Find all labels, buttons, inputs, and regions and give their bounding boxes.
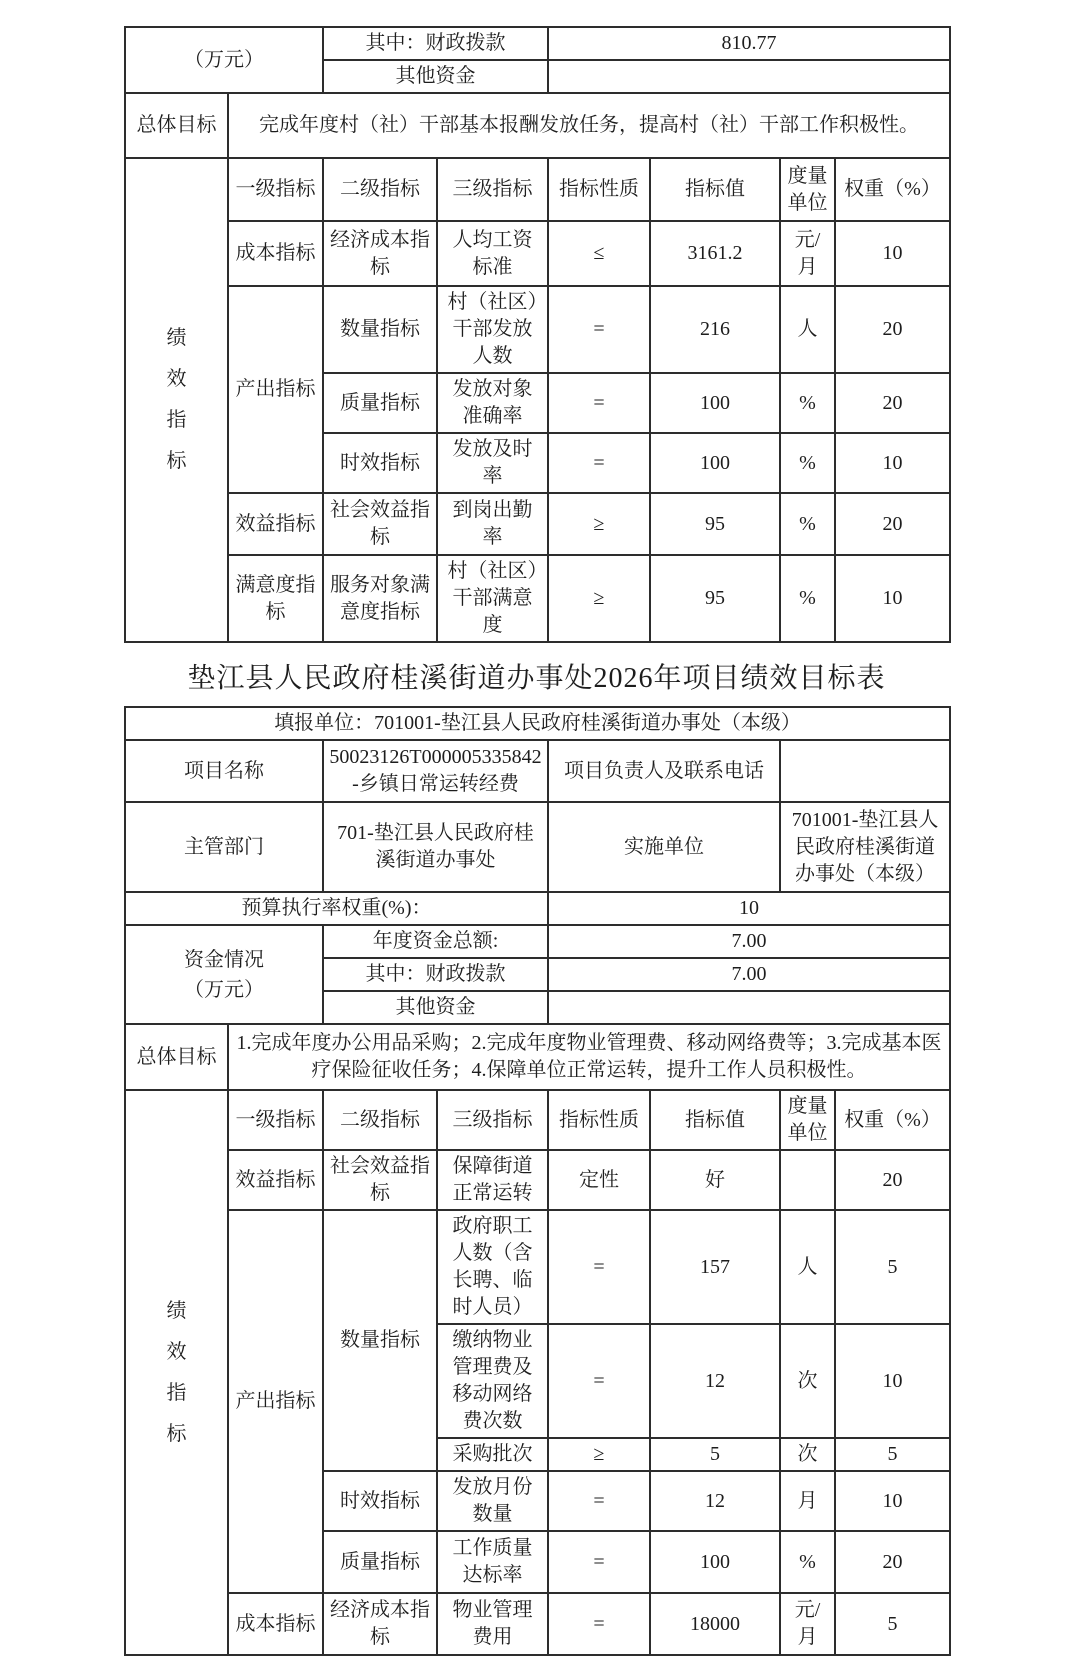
indicator-level3: 物业管理费用	[437, 1593, 548, 1655]
perf-section-vertical-text: 绩效指标	[166, 327, 187, 472]
header-unit: 度量单位	[780, 158, 835, 221]
indicator-value: 3161.2	[650, 221, 780, 286]
fund-label-line1: 资金情况	[184, 948, 264, 971]
indicator-level2: 服务对象满意度指标	[323, 555, 437, 642]
indicator-unit: %	[780, 1531, 835, 1593]
indicator-level3: 村（社区）干部发放人数	[437, 286, 548, 373]
document-page	[124, 0, 949, 1656]
indicator-unit: 人	[780, 286, 835, 373]
indicator-level1: 满意度指标	[228, 555, 323, 642]
dept-label: 主管部门	[125, 802, 323, 892]
indicator-value: 100	[650, 1531, 780, 1593]
indicator-level1: 产出指标	[228, 286, 323, 493]
indicator-unit: %	[780, 555, 835, 642]
indicator-level3: 政府职工人数（含长聘、临时人员）	[437, 1210, 548, 1324]
project-table-2026	[124, 706, 951, 1656]
indicator-level3: 工作质量达标率	[437, 1531, 548, 1593]
page-title: 垫江县人民政府桂溪街道办事处2026年项目绩效目标表	[187, 663, 886, 694]
indicator-unit: 次	[780, 1438, 835, 1471]
indicator-nature: =	[548, 433, 650, 493]
indicator-unit: 元/月	[780, 221, 835, 286]
indicator-level1: 效益指标	[228, 1150, 323, 1210]
indicator-nature: =	[548, 1531, 650, 1593]
indicator-value: 100	[650, 373, 780, 433]
fund-other-label: 其他资金	[323, 60, 548, 93]
indicator-value: 95	[650, 555, 780, 642]
overall-goal-label: 总体目标	[125, 93, 228, 158]
overall-goal-text: 1.完成年度办公用品采购；2.完成年度物业管理费、移动网络费等；3.完成基本医疗保险征收任务；4.保障单位正常运转，提升工作人员积极性。	[228, 1024, 950, 1090]
prev-project-table-tail	[124, 26, 951, 643]
indicator-level2: 社会效益指标	[323, 1150, 437, 1210]
project-manager-value	[780, 740, 950, 802]
overall-goal-label: 总体目标	[125, 1024, 228, 1090]
indicator-unit: 元/月	[780, 1593, 835, 1655]
fund-total-label: 年度资金总额:	[323, 925, 548, 958]
indicator-weight: 5	[835, 1210, 950, 1324]
table-row	[125, 1210, 950, 1324]
indicator-weight: 20	[835, 373, 950, 433]
indicator-level2: 质量指标	[323, 1531, 437, 1593]
indicator-value: 18000	[650, 1593, 780, 1655]
budget-rate-value: 10	[548, 892, 950, 925]
fund-fiscal-value: 810.77	[548, 27, 950, 60]
perf-section-label	[125, 158, 228, 642]
indicator-value: 好	[650, 1150, 780, 1210]
project-name-label: 项目名称	[125, 740, 323, 802]
indicator-level2: 数量指标	[323, 1210, 437, 1471]
indicator-value: 95	[650, 493, 780, 555]
indicator-value: 100	[650, 433, 780, 493]
dept-value: 701-垫江县人民政府桂溪街道办事处	[323, 802, 548, 892]
indicator-nature: ≥	[548, 555, 650, 642]
indicator-nature: ≤	[548, 221, 650, 286]
indicator-level2: 时效指标	[323, 433, 437, 493]
header-nature: 指标性质	[548, 158, 650, 221]
header-level2: 二级指标	[323, 158, 437, 221]
indicator-weight: 10	[835, 221, 950, 286]
indicator-nature: =	[548, 286, 650, 373]
indicator-value: 157	[650, 1210, 780, 1324]
indicator-unit: %	[780, 493, 835, 555]
indicator-level1: 产出指标	[228, 1210, 323, 1593]
indicator-nature: =	[548, 1471, 650, 1531]
impl-unit-value: 701001-垫江县人民政府桂溪街道办事处（本级）	[780, 802, 950, 892]
indicator-weight: 20	[835, 1531, 950, 1593]
header-unit: 度量单位	[780, 1090, 835, 1150]
indicator-unit: %	[780, 433, 835, 493]
header-level1: 一级指标	[228, 158, 323, 221]
indicator-level1: 成本指标	[228, 1593, 323, 1655]
fund-unit-partial-label: （万元）	[125, 27, 323, 93]
fund-other-label: 其他资金	[323, 991, 548, 1024]
indicator-level3: 发放对象准确率	[437, 373, 548, 433]
indicator-weight: 10	[835, 1471, 950, 1531]
indicator-nature: =	[548, 1210, 650, 1324]
indicator-level3: 到岗出勤率	[437, 493, 548, 555]
fund-label-line2: （万元）	[184, 978, 264, 1001]
header-level3: 三级指标	[437, 1090, 548, 1150]
project-manager-label: 项目负责人及联系电话	[548, 740, 780, 802]
indicator-level3: 人均工资标准	[437, 221, 548, 286]
header-value: 指标值	[650, 158, 780, 221]
indicator-nature: =	[548, 1324, 650, 1438]
indicator-nature: 定性	[548, 1150, 650, 1210]
indicator-level1: 效益指标	[228, 493, 323, 555]
header-value: 指标值	[650, 1090, 780, 1150]
header-level1: 一级指标	[228, 1090, 323, 1150]
indicator-nature: =	[548, 373, 650, 433]
fund-fiscal-label: 其中：财政拨款	[323, 958, 548, 991]
indicator-level3: 缴纳物业管理费及移动网络费次数	[437, 1324, 548, 1438]
indicator-weight: 10	[835, 433, 950, 493]
indicator-unit: 次	[780, 1324, 835, 1438]
fund-other-value	[548, 60, 950, 93]
table-row	[125, 286, 950, 373]
filing-unit-text: 填报单位：701001-垫江县人民政府桂溪街道办事处（本级）	[125, 707, 950, 740]
header-level3: 三级指标	[437, 158, 548, 221]
header-level2: 二级指标	[323, 1090, 437, 1150]
fund-section-label	[125, 925, 323, 1024]
indicator-weight: 10	[835, 1324, 950, 1438]
indicator-level3: 村（社区）干部满意度	[437, 555, 548, 642]
table-row	[125, 555, 950, 642]
indicator-weight: 5	[835, 1593, 950, 1655]
indicator-nature: ≥	[548, 1438, 650, 1471]
indicator-weight: 20	[835, 1150, 950, 1210]
indicator-value: 5	[650, 1438, 780, 1471]
perf-section-vertical-text: 绩效指标	[166, 1299, 187, 1445]
table-row	[125, 1150, 950, 1210]
fund-fiscal-label: 其中：财政拨款	[323, 27, 548, 60]
perf-section-label	[125, 1090, 228, 1655]
indicator-value: 12	[650, 1324, 780, 1438]
header-weight: 权重（%）	[835, 158, 950, 221]
indicator-unit: 月	[780, 1471, 835, 1531]
indicator-level3: 发放月份数量	[437, 1471, 548, 1531]
fund-fiscal-value: 7.00	[548, 958, 950, 991]
indicator-weight: 20	[835, 493, 950, 555]
indicator-unit: %	[780, 373, 835, 433]
overall-goal-text: 完成年度村（社）干部基本报酬发放任务，提高村（社）干部工作积极性。	[228, 93, 950, 158]
indicator-level2: 经济成本指标	[323, 1593, 437, 1655]
indicator-level2: 社会效益指标	[323, 493, 437, 555]
indicator-weight: 10	[835, 555, 950, 642]
indicator-value: 216	[650, 286, 780, 373]
project-name-value: 50023126T000005335842-乡镇日常运转经费	[323, 740, 548, 802]
fund-total-value: 7.00	[548, 925, 950, 958]
indicator-level2: 经济成本指标	[323, 221, 437, 286]
indicator-nature: ≥	[548, 493, 650, 555]
indicator-unit	[780, 1150, 835, 1210]
indicator-nature: =	[548, 1593, 650, 1655]
table-row	[125, 493, 950, 555]
indicator-value: 12	[650, 1471, 780, 1531]
table-row	[125, 1593, 950, 1655]
indicator-weight: 20	[835, 286, 950, 373]
indicator-level2: 质量指标	[323, 373, 437, 433]
indicator-level3: 采购批次	[437, 1438, 548, 1471]
indicator-level1: 成本指标	[228, 221, 323, 286]
indicator-weight: 5	[835, 1438, 950, 1471]
impl-unit-label: 实施单位	[548, 802, 780, 892]
budget-rate-label: 预算执行率权重(%)：	[125, 892, 548, 925]
indicator-level3: 发放及时率	[437, 433, 548, 493]
indicator-level3: 保障街道正常运转	[437, 1150, 548, 1210]
header-nature: 指标性质	[548, 1090, 650, 1150]
table-row	[125, 221, 950, 286]
fund-other-value	[548, 991, 950, 1024]
indicator-unit: 人	[780, 1210, 835, 1324]
header-weight: 权重（%）	[835, 1090, 950, 1150]
indicator-level2: 时效指标	[323, 1471, 437, 1531]
indicator-level2: 数量指标	[323, 286, 437, 373]
